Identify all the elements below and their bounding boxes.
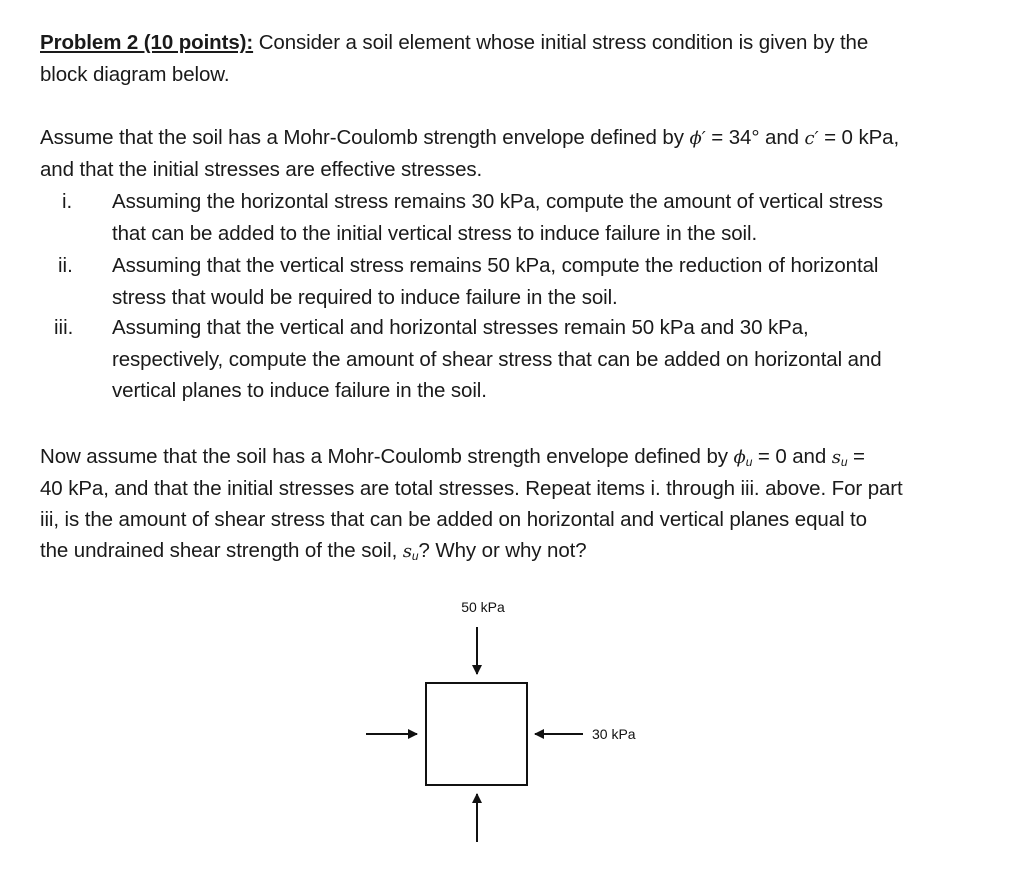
phi-u-subscript: u	[745, 455, 753, 469]
item-1-line-1: Assuming the horizontal stress remains 30 kPa, compute the amount of vertical stress	[112, 190, 883, 213]
phi-prime-symbol: ϕ′	[689, 128, 706, 149]
para2-line-3: iii, is the amount of shear stress that can be added on horizontal and vertical planes equal to	[40, 508, 867, 531]
para1-text-b: = 34° and	[705, 126, 805, 149]
para2-text-a: Now assume that the soil has a Mohr-Coulomb strength envelope defined by	[40, 445, 734, 468]
soil-element-block	[426, 683, 527, 785]
item-2-number: ii.	[58, 254, 73, 277]
horizontal-stress-label: 30 kPa	[592, 726, 636, 742]
problem-title: Problem 2 (10 points):	[40, 31, 254, 54]
item-3-line-3: vertical planes to induce failure in the soil.	[112, 379, 487, 402]
para2-text-e: ? Why or why not?	[418, 539, 587, 562]
item-2-line-2: stress that would be required to induce failure in the soil.	[112, 286, 618, 309]
para2-text-c: =	[847, 445, 865, 468]
para1-text-c: = 0 kPa,	[818, 126, 900, 149]
item-3-number: iii.	[54, 316, 74, 339]
s-u-symbol: s	[831, 447, 841, 468]
problem-intro-line-2: block diagram below.	[40, 63, 230, 86]
para2-line-2: 40 kPa, and that the initial stresses are total stresses. Repeat items i. through iii. above. For part	[40, 477, 903, 500]
vertical-stress-label: 50 kPa	[461, 599, 505, 615]
item-1-line-2: that can be added to the initial vertical stress to induce failure in the soil.	[112, 222, 758, 245]
item-2-line-1: Assuming that the vertical stress remains 50 kPa, compute the reduction of horizontal	[112, 254, 879, 277]
item-1-number: i.	[62, 190, 73, 213]
item-3-line-2: respectively, compute the amount of shear stress that can be added on horizontal and	[112, 348, 882, 371]
s-u-subscript-2: u	[411, 549, 419, 563]
s-u-symbol-2: s	[402, 541, 412, 562]
para1-text-a: Assume that the soil has a Mohr-Coulomb strength envelope defined by	[40, 126, 690, 149]
para2-text-b: = 0 and	[752, 445, 832, 468]
phi-u-symbol: ϕ	[733, 447, 746, 468]
s-u-subscript: u	[840, 455, 848, 469]
c-prime-symbol: c′	[804, 128, 819, 149]
para2-text-d: the undrained shear strength of the soil,	[40, 539, 403, 562]
problem-intro-text: Consider a soil element whose initial stress condition is given by the	[253, 31, 869, 54]
para1-line-2: and that the initial stresses are effective stresses.	[40, 158, 483, 181]
item-3-line-1: Assuming that the vertical and horizontal stresses remain 50 kPa and 30 kPa,	[112, 316, 809, 339]
